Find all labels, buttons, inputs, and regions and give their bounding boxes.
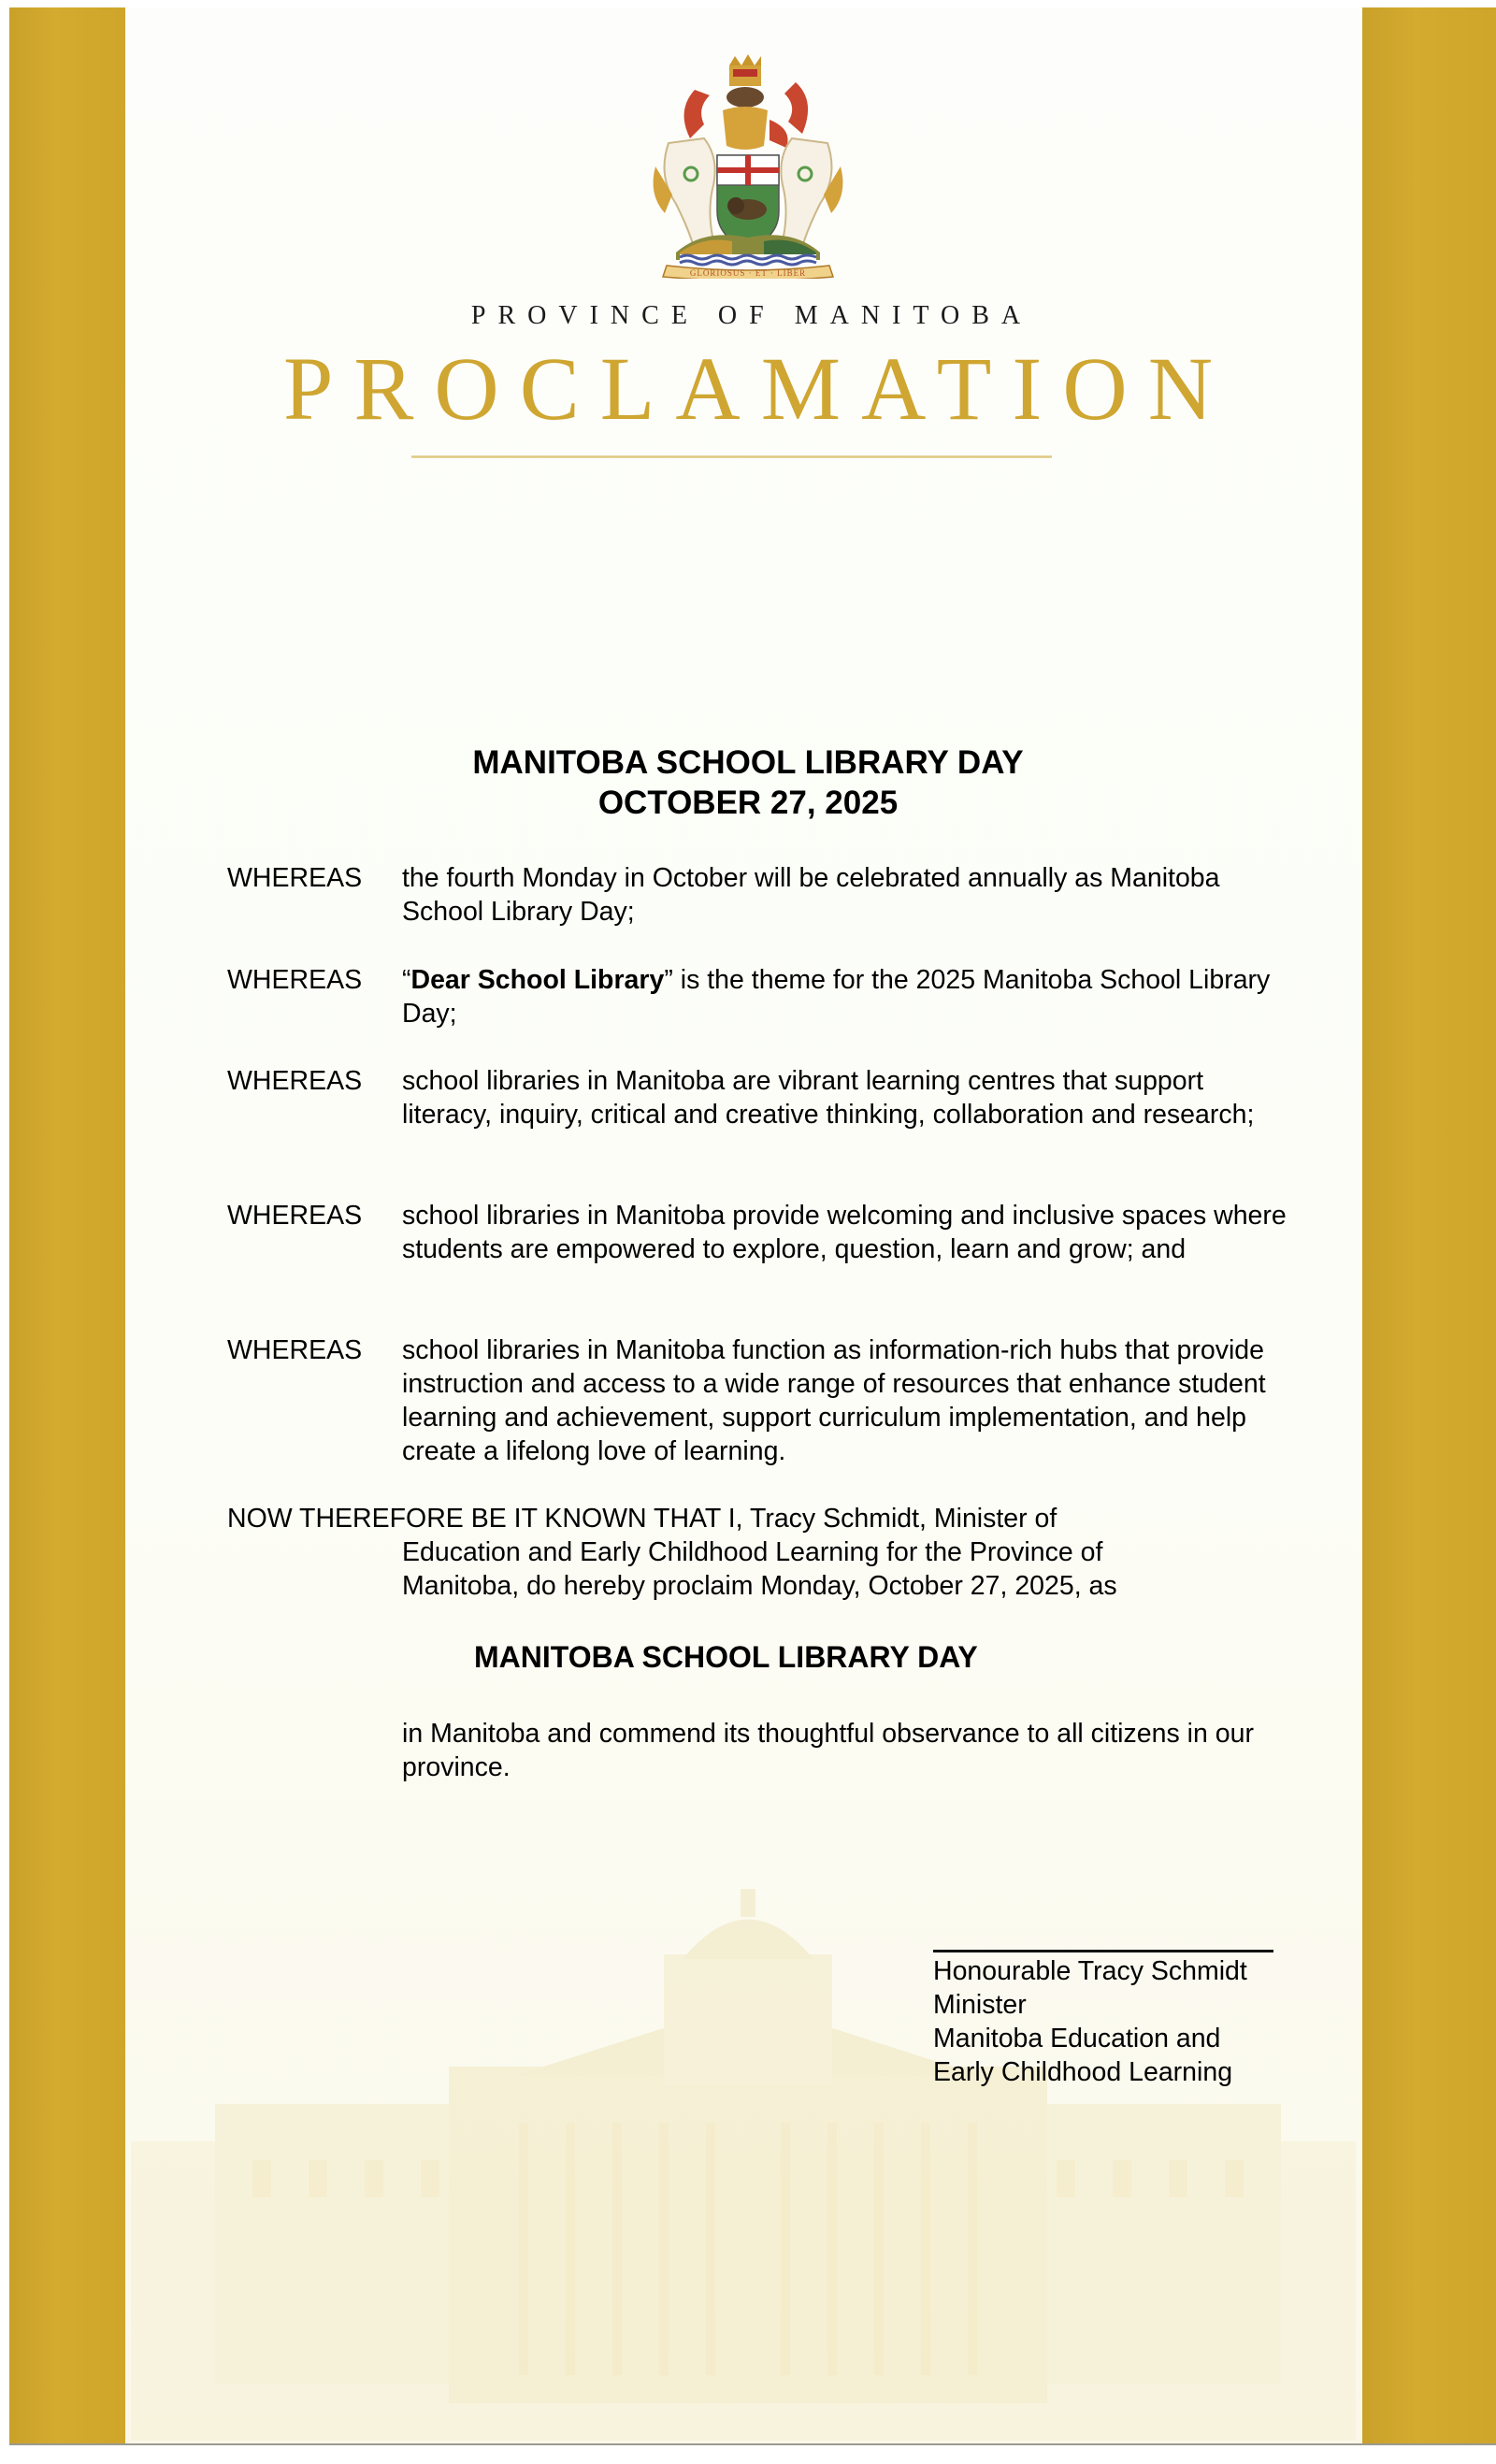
whereas-text xyxy=(402,963,1300,1030)
title-divider xyxy=(411,455,1052,458)
province-name: PROVINCE OF MANITOBA xyxy=(470,301,1033,330)
theme-name: Dear School Library xyxy=(410,965,665,995)
proclamation-title: PROCLAMATION xyxy=(282,339,1234,439)
whereas-label: WHEREAS xyxy=(227,965,363,995)
signature-line xyxy=(933,1950,1273,1952)
whereas-text: school libraries in Manitoba function as information-rich hubs that provide instruction and access to a wide range of resources that enhance student learning and achievement, support curriculum implementation, and help create a lifelong love of learning. xyxy=(402,1335,1266,1466)
whereas-text: school libraries in Manitoba provide welcoming and inclusive spaces where students are empowered to explore, question, learn and grow; and xyxy=(402,1201,1287,1264)
event-title: MANITOBA SCHOOL LIBRARY DAY xyxy=(472,744,1024,781)
whereas-label: WHEREAS xyxy=(227,1335,363,1365)
proclamation-line: Manitoba, do hereby proclaim Monday, October 27, 2025, as xyxy=(402,1571,1117,1601)
proclamation-line: Education and Early Childhood Learning for the Province of xyxy=(402,1537,1103,1567)
crown-icon xyxy=(729,54,761,86)
signatory-title: Minister xyxy=(933,1990,1027,2020)
proclaimed-day-name: MANITOBA SCHOOL LIBRARY DAY xyxy=(474,1640,978,1674)
signatory-name: Honourable Tracy Schmidt xyxy=(933,1956,1247,1986)
theme-text: is the theme for the 2025 Manitoba School Library Day; xyxy=(402,965,1271,1029)
signatory-department: Early Childhood Learning xyxy=(933,2057,1233,2087)
proclamation-line: NOW THEREFORE BE IT KNOWN THAT I, Tracy Schmidt, Minister of xyxy=(227,1504,1057,1534)
signatory-department: Manitoba Education and xyxy=(933,2024,1221,2053)
whereas-label: WHEREAS xyxy=(227,863,363,893)
whereas-label: WHEREAS xyxy=(227,1066,363,1096)
proclamation-statement xyxy=(227,1502,1302,1603)
whereas-text: the fourth Monday in October will be celebrated annually as Manitoba School Library Day; xyxy=(402,863,1220,927)
whereas-text: school libraries in Manitoba are vibrant learning centres that support literacy, inquiry, critical and creative thinking, collaboration and research; xyxy=(402,1066,1255,1130)
crest-motto: GLORIOSUS · ET · LIBER xyxy=(689,268,807,278)
theme-close-quote: ” xyxy=(664,965,673,995)
manitoba-coat-of-arms-logo xyxy=(639,54,857,279)
event-date: OCTOBER 27, 2025 xyxy=(597,785,899,821)
whereas-label: WHEREAS xyxy=(227,1201,363,1231)
theme-open-quote: “ xyxy=(402,965,411,995)
proclamation-closing: in Manitoba and commend its thoughtful observance to all citizens in our province. xyxy=(402,1719,1254,1782)
signature-block xyxy=(933,1954,1247,2089)
